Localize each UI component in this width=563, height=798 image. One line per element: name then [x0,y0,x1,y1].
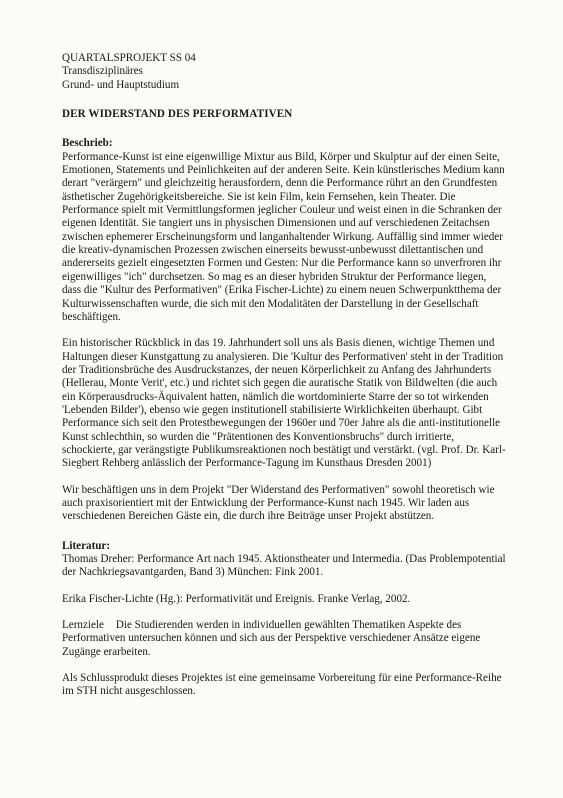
header-study-line: Grund- und Hauptstudium [62,78,180,91]
header-discipline-line: Transdisziplinäres [62,65,143,78]
beschrieb-paragraph-2: Ein historischer Rückblick in das 19. Jahrhundert soll uns als Basis dienen, wichtige Themen und Haltungen dieser Kunstgattung zu analysieren. Die 'Kultur des Performativen' steht in der Tradition der Traditionsbrüche des Ausdruckstanzes, der neuen Körperlichkeit zu Anfang des Jahrhunderts (Hellerau, Monte Verit', etc.) und richtet sich gegen die auratische Statik von Bildwelten (die auch ein Körperausdrucks-Äquivalent hatten, nämlich die wortdominierte Starre der so tot wirkenden 'Lebenden Bilder'), ebenso wie gegen institutionell stabilisierte Wirklichkeiten überhaupt. Gibt Performance sich seit den Protestbewegungen der 1960er und 70er Jahre als die anti-institutionelle Kunst schlechthin, so wurden die "Prätentionen des Konventionsbruchs" durch irritierte, schockierte, gar verängstigte Publikumsreaktionen noch bestätigt und verstärkt. (vgl. Prof. Dr. Karl-Siegbert Rehberg anlässlich der Performance-Tagung im Kunsthaus Dresden 2001) [62,337,506,470]
schluss-paragraph: Als Schlussprodukt dieses Projektes ist eine gemeinsame Vorbereitung für eine Performance-Reihe im STH nicht ausgeschlossen. [62,672,502,698]
literatur-heading: Literatur: [62,539,111,552]
beschrieb-paragraph-1: Performance-Kunst ist eine eigenwillige Mixtur aus Bild, Körper und Skulptur auf der einen Seite, Emotionen, Statements und Peinlichkeiten auf der anderen Seite. Kein künstlerisches Medium kann derart "verärgern" und gleichzeitig herausfordern, denn die Performance rührt an den Grundfesten ästhetischer Zugehörigkeitsbereiche. Sie ist kein Film, kein Fernsehen, kein Theater. Die Performance spielt mit Vermittlungsformen jeglicher Couleur und weist einen in die Schranken der eigenen Identität. Sie tangiert uns in physischen Dimensionen und auf verschiedenen Zeitachsen zwischen ephemerer Erscheinungsform und langanhaltender Wirkung. Auffällig sind immer wieder die kreativ-dynamischen Prozessen zwischen einerseits bewusst-unbewusst dilettantischen und andererseits gezielt eingesetzten Formen und Gesten: Nur die Performance kann so unverfroren ihr eigenwilliges "ich" durchsetzen. So mag es an dieser hybriden Struktur der Performance liegen, dass die "Kultur des Performativen" (Erika Fischer-Lichte) zu einem neuen Schwerpunktthema der Kulturwissenschaften wurde, die sich mit den Modalitäten der Darstellung in der Gesellschaft beschäftigen. [62,150,505,323]
header-project-line: QUARTALSPROJEKT SS 04 [62,52,196,64]
literatur-entry-1: Thomas Dreher: Performance Art nach 1945. Aktionstheater und Intermedia. (Das Problempotential der Nachkriegsavantgarden, Band 3) München: Fink 2001. [62,553,506,579]
beschrieb-heading: Beschrieb: [62,137,113,150]
lernziele-paragraph [62,619,507,659]
lernziele-text: Die Studierenden werden in individuellen gewählten Thematiken Aspekte des Performativen untersuchen können und sich aus der Perspektive verschiedener Ansätze eigene Zugänge erarbeiten. [62,619,481,658]
literatur-entry-2: Erika Fischer-Lichte (Hg.): Performativität und Ereignis. Franke Verlag, 2002. [62,592,411,605]
document-header [62,52,507,92]
document-title: DER WIDERSTAND DES PERFORMATIVEN [62,108,293,121]
beschrieb-paragraph-3: Wir beschäftigen uns in dem Projekt "Der Widerstand des Performativen" sowohl theoretisch wie auch praxisorientiert mit der Entwicklung der Performance-Kunst nach 1945. Wir laden aus verschiedenen Bereichen Gäste ein, die durch ihre Beiträge unser Projekt abstützen. [62,483,495,523]
lernziele-label: Lernziele [62,619,104,632]
